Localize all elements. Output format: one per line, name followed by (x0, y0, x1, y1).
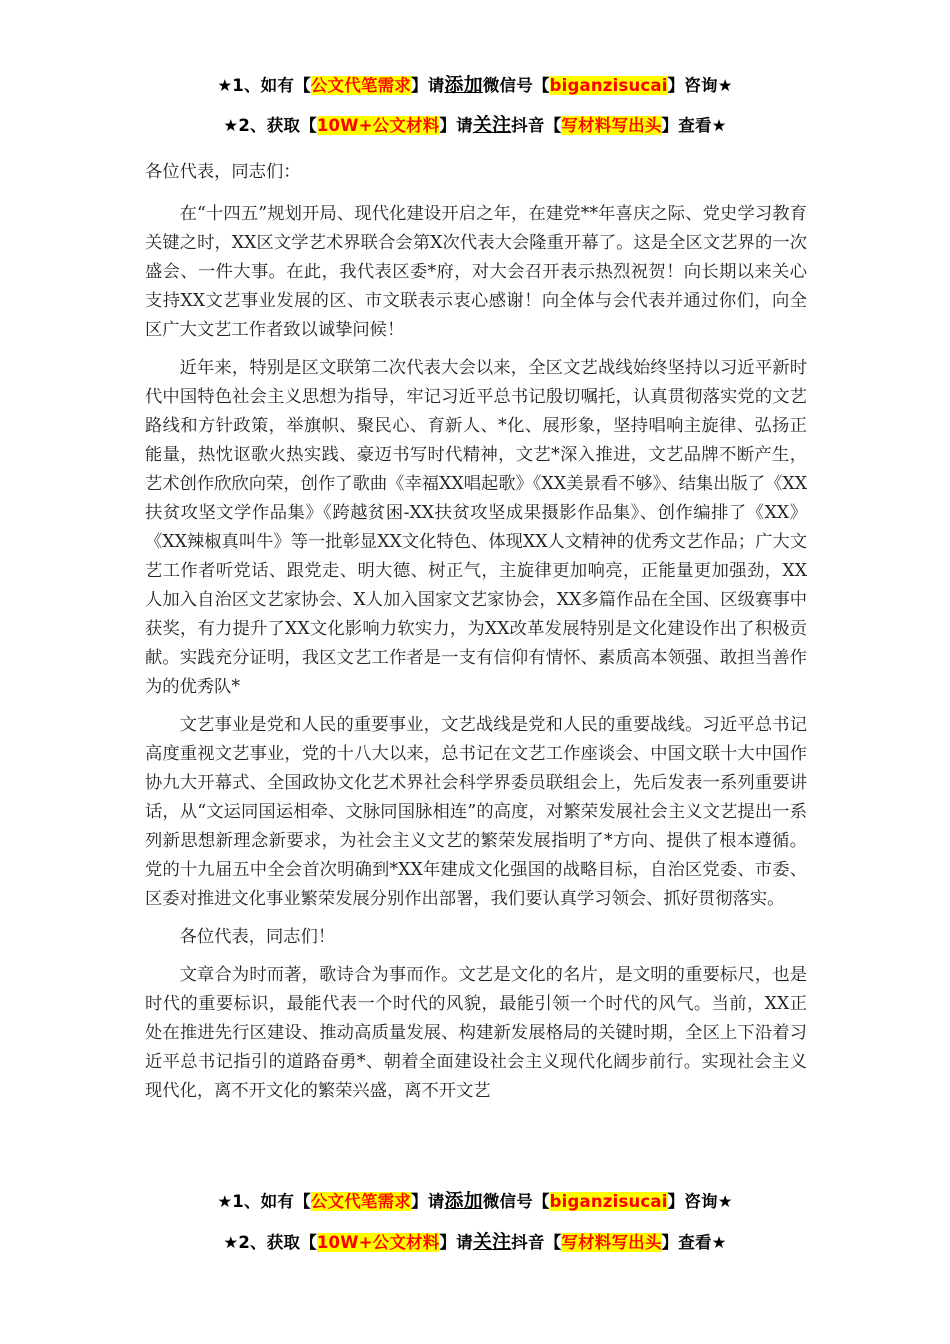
banner-highlight: 写材料写出头 (561, 116, 662, 135)
banner-emphasis: 关注 (472, 1231, 512, 1253)
promo-banner-bottom-line-1 (0, 1186, 950, 1213)
paragraph: 文艺事业是党和人民的重要事业，文艺战线是党和人民的重要战线。习近平总书记高度重视文艺事业，党的十八大以来，总书记在文艺工作座谈会、中国文联十大中国作协九大开幕式、全国政协文化艺术界社会科学界委员联组会上，先后发表一系列重要讲话，从“文运同国运相牵、文脉同国脉相连”的高度，对繁荣发展社会主义文艺提出一系列新思想新理念新要求，为社会主义文艺的繁荣发展指明了*方向、提供了根本遵循。党的十九届五中全会首次明确到*XX年建成文化强国的战略目标，自治区党委、市委、区委对推进文化事业繁荣发展分别作出部署，我们要认真学习领会、抓好贯彻落实。 (145, 715, 807, 909)
banner-text: 微信号【 (482, 1192, 550, 1211)
promo-banner-top-line-2 (0, 110, 950, 137)
paragraph: 在“十四五”规划开局、现代化建设开启之年，在建党**年喜庆之际、党史学习教育关键之时，XX区文学艺术界联合会第X次代表大会隆重开幕了。这是全区文艺界的一次盛会、一件大事。在此，我代表区委*府，对大会召开表示热烈祝贺！向长期以来关心支持XX文艺事业发展的区、市文联表示衷心感谢！向全体与会代表并通过你们，向全区广大文艺工作者致以诚挚问候！ (145, 204, 807, 340)
banner-highlight: biganzisucai (549, 1192, 668, 1211)
banner-text: ★1、如有【 (217, 1192, 311, 1211)
banner-text: 】请 (439, 116, 473, 135)
banner-text: 】咨询★ (667, 1192, 733, 1211)
banner-highlight: 10W+公文材料 (316, 1233, 440, 1252)
banner-highlight: 公文代笔需求 (310, 1192, 411, 1211)
banner-text: ★1、如有【 (217, 76, 311, 95)
promo-banner-bottom-line-2 (0, 1227, 950, 1254)
banner-text: ★2、获取【 (223, 1233, 317, 1252)
banner-text: 】请 (411, 1192, 445, 1211)
banner-text: 抖音【 (511, 1233, 562, 1252)
banner-text: 微信号【 (482, 76, 550, 95)
banner-text: 】咨询★ (667, 76, 733, 95)
banner-highlight: 10W+公文材料 (316, 116, 440, 135)
paragraph: 近年来，特别是区文联第二次代表大会以来，全区文艺战线始终坚持以习近平新时代中国特色社会主义思想为指导，牢记习近平总书记殷切嘱托，认真贯彻落实党的文艺路线和方针政策，举旗帜、聚民心、育新人、*化、展形象，坚持唱响主旋律、弘扬正能量，热忱讴歌火热实践、豪迈书写时代精神，文艺*深入推进，文艺品牌不断产生，艺术创作欣欣向荣，创作了歌曲《幸福XX唱起歌》《XX美景看不够》、结集出版了《XX扶贫攻坚文学作品集》《跨越贫困-XX扶贫攻坚成果摄影作品集》、创作编排了《XX》《XX辣椒真叫牛》等一批彰显XX文化特色、体现XX人文精神的优秀文艺作品；广大文艺工作者听党话、跟党走、明大德、树正气，主旋律更加响亮，正能量更加强劲，XX人加入自治区文艺家协会、X人加入国家文艺家协会，XX多篇作品在全国、区级赛事中获奖，有力提升了XX文化影响力软实力，为XX改革发展特别是文化建设作出了积极贡献。实践充分证明，我区文艺工作者是一支有信仰有情怀、素质高本领强、敢担当善作为的优秀队* (145, 358, 807, 697)
promo-banner-top-line-1 (0, 70, 950, 97)
paragraph: 文章合为时而著，歌诗合为事而作。文艺是文化的名片，是文明的重要标尺，也是时代的重要标识，最能代表一个时代的风貌，最能引领一个时代的风气。当前，XX正处在推进先行区建设、推动高质量发展、构建新发展格局的关键时期，全区上下沿着习近平总书记指引的道路奋勇*、朝着全面建设社会主义现代化阔步前行。实现社会主义现代化，离不开文化的繁荣兴盛，离不开文艺 (145, 965, 807, 1101)
banner-emphasis: 添加 (444, 1190, 483, 1212)
banner-text: 】查看★ (661, 116, 727, 135)
salutation: 各位代表，同志们： (145, 162, 301, 182)
banner-text: 】请 (439, 1233, 473, 1252)
paragraph: 各位代表，同志们！ (179, 927, 336, 947)
banner-emphasis: 关注 (472, 114, 512, 136)
banner-emphasis: 添加 (444, 74, 483, 96)
banner-highlight: 写材料写出头 (561, 1233, 662, 1252)
banner-highlight: 公文代笔需求 (310, 76, 411, 95)
banner-text: 】查看★ (661, 1233, 727, 1252)
document-body (145, 158, 807, 1115)
banner-text: ★2、获取【 (223, 116, 317, 135)
banner-highlight: biganzisucai (549, 76, 668, 95)
banner-text: 】请 (411, 76, 445, 95)
banner-text: 抖音【 (511, 116, 562, 135)
